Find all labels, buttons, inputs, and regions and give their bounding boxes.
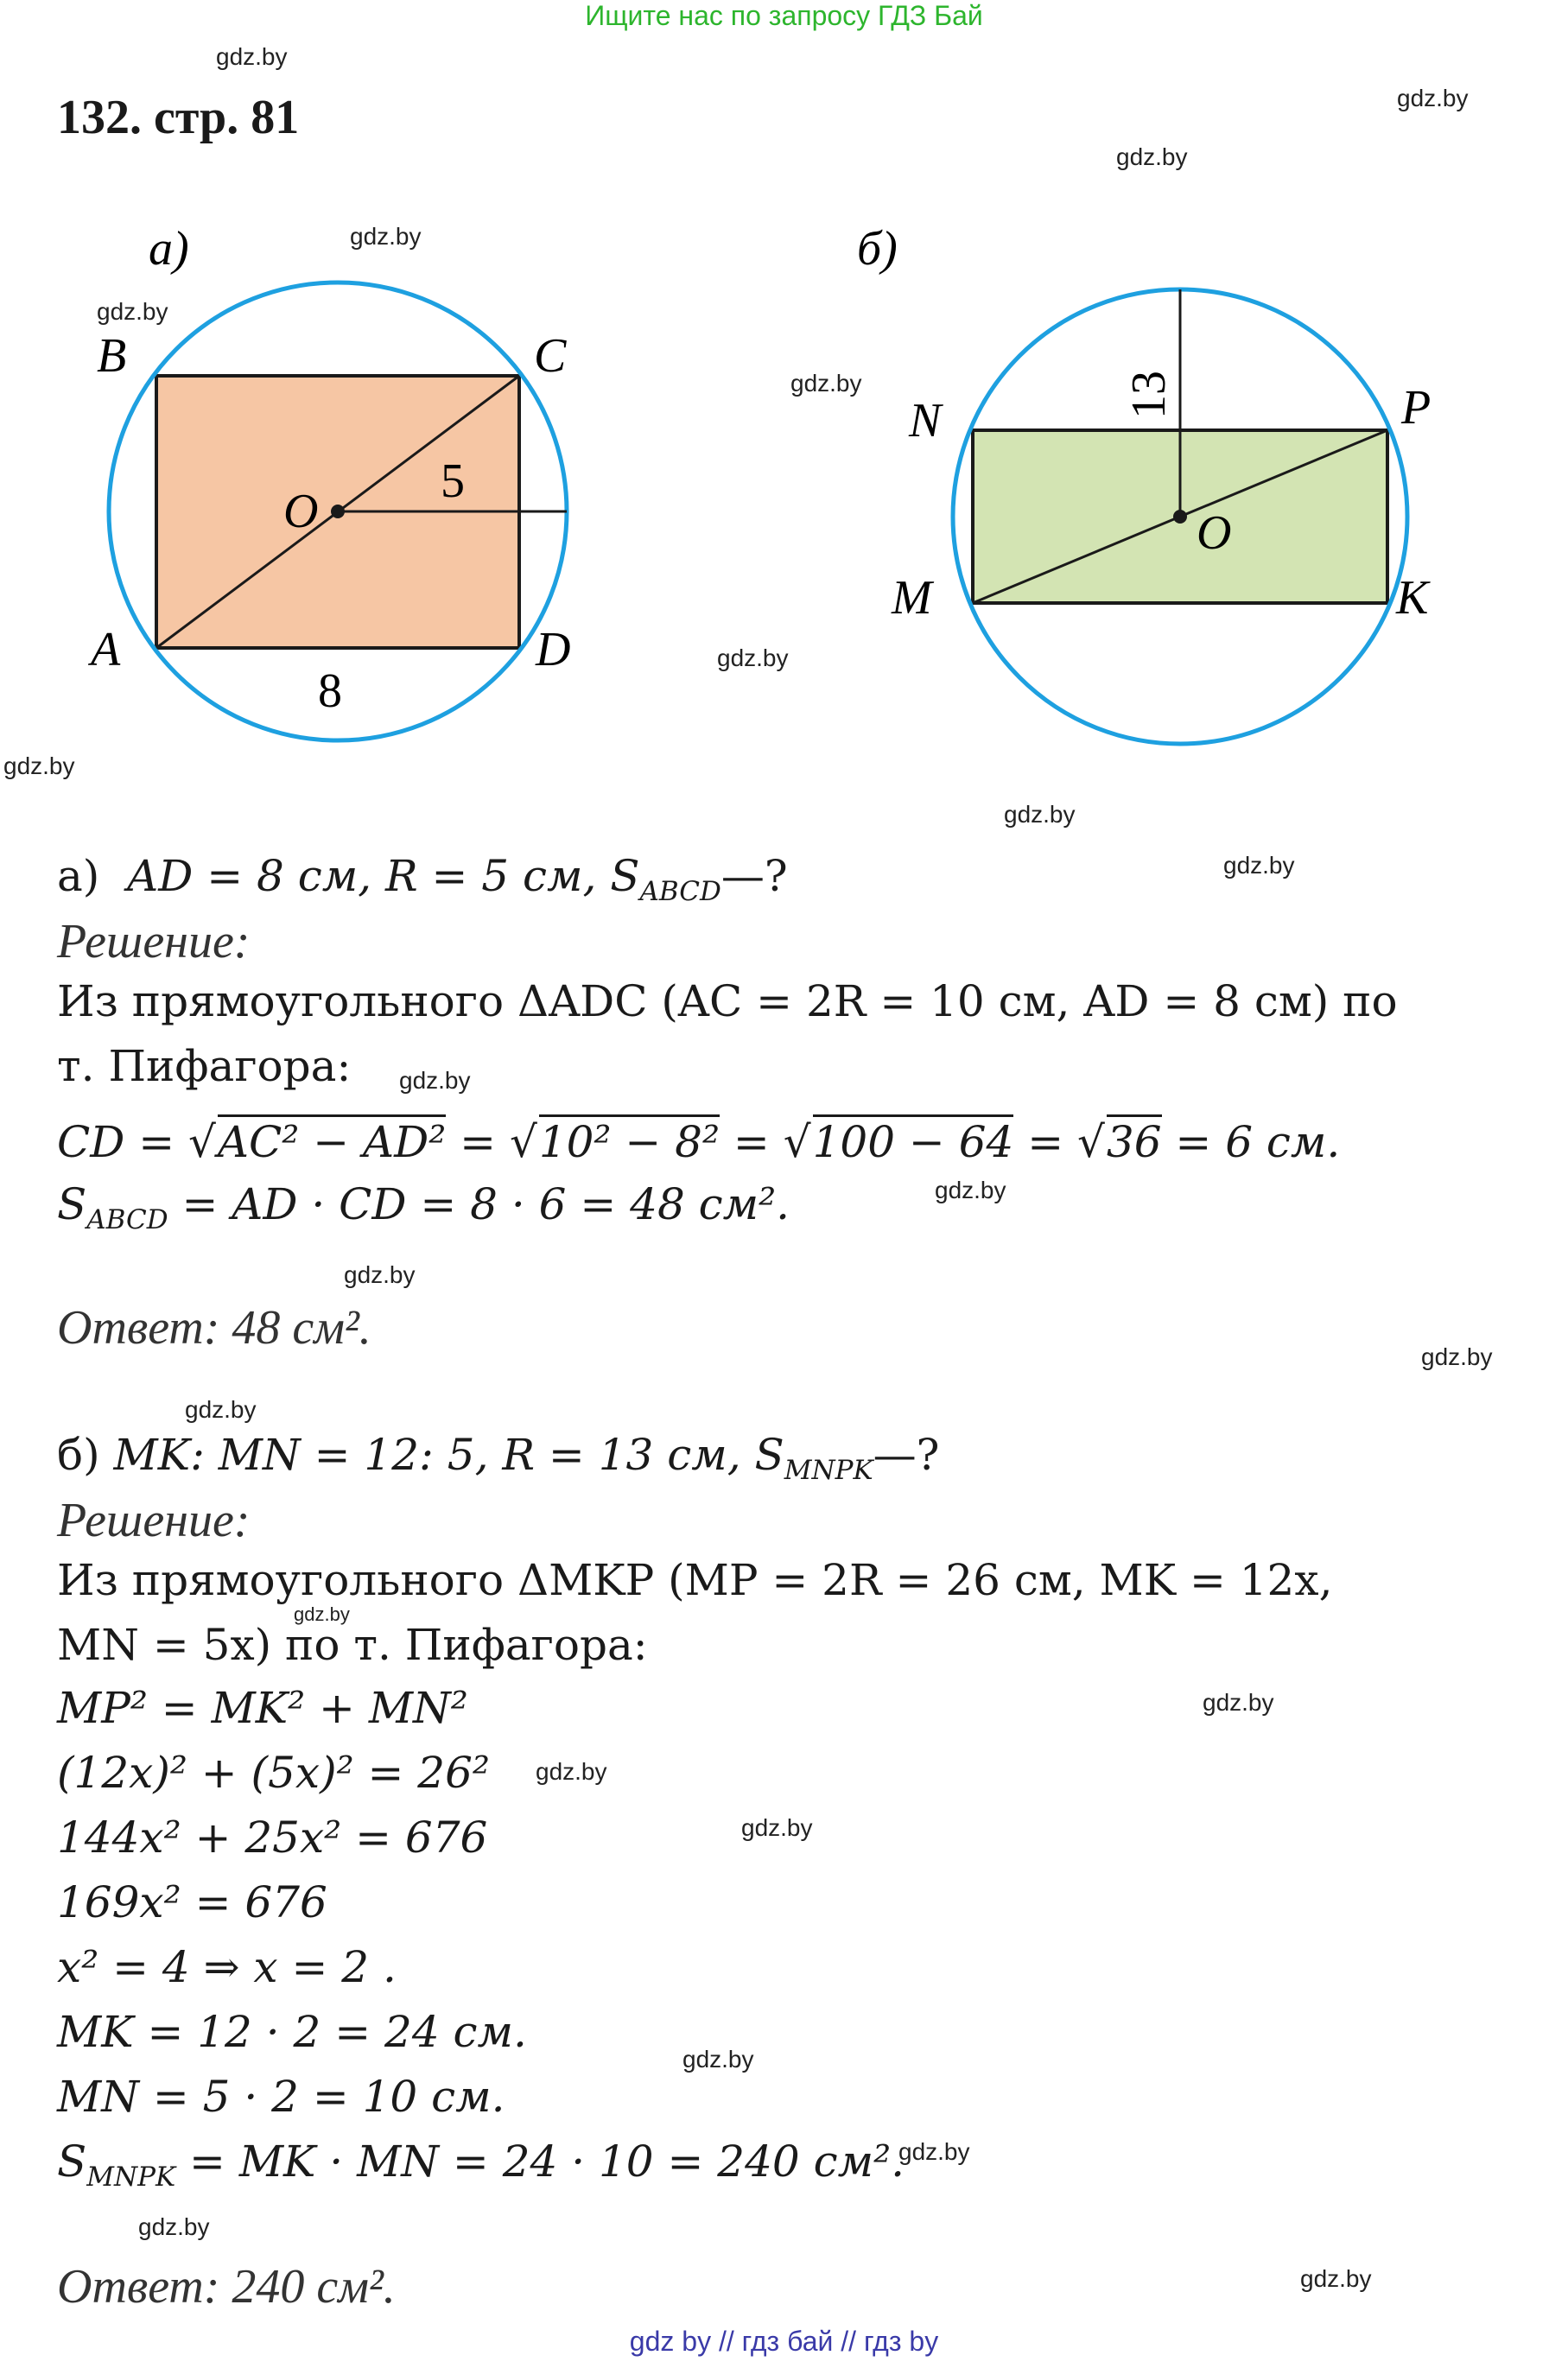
figure-b-label: б) bbox=[857, 222, 898, 276]
center-point bbox=[1173, 510, 1187, 524]
part-a-line1: Из прямоугольного ΔADC (AC = 2R = 10 см, AD = 8 см) по bbox=[57, 976, 1398, 1026]
watermark: gdz.by bbox=[682, 2046, 754, 2073]
figure-a bbox=[86, 207, 605, 760]
part-a-given-sub: ABCD bbox=[639, 876, 721, 907]
point-label-b: B bbox=[97, 329, 127, 383]
point-label-d: D bbox=[536, 623, 571, 676]
part-b-given-end: —? bbox=[873, 1430, 940, 1480]
area-sub: ABCD bbox=[86, 1204, 168, 1235]
watermark: gdz.by bbox=[1397, 85, 1469, 111]
radius-label: 5 bbox=[441, 454, 465, 508]
part-a-solution-label: Решение: bbox=[57, 915, 251, 968]
watermark: gdz.by bbox=[741, 1814, 813, 1841]
watermark: gdz.by bbox=[185, 1396, 257, 1423]
point-label-o: O bbox=[1197, 506, 1232, 560]
area-rest: = AD · CD = 8 · 6 = 48 см². bbox=[168, 1179, 790, 1229]
page-title: 132. стр. 81 bbox=[57, 91, 300, 144]
watermark: gdz.by bbox=[536, 1758, 607, 1785]
watermark: gdz.by bbox=[1203, 1689, 1274, 1716]
part-b-line1: Из прямоугольного ΔMKP (MP = 2R = 26 см, MK = 12x, bbox=[57, 1555, 1333, 1605]
part-b-eq2: (12x)² + (5x)² = 26² bbox=[57, 1748, 490, 1798]
point-label-o: O bbox=[283, 485, 319, 538]
watermark: gdz.by bbox=[790, 370, 862, 397]
part-a-prefix: а) bbox=[57, 851, 100, 901]
watermark: gdz.by bbox=[935, 1177, 1006, 1203]
watermark: gdz.by bbox=[216, 43, 288, 70]
area-symbol: S bbox=[57, 2136, 87, 2187]
watermark: gdz.by bbox=[1004, 801, 1076, 828]
cd-start: CD = bbox=[57, 1117, 189, 1167]
top-banner: Ищите нас по запросу ГДЗ Бай bbox=[585, 0, 983, 31]
area-symbol: S bbox=[57, 1179, 87, 1229]
point-label-c: C bbox=[534, 329, 567, 383]
sqrt-term: 10² − 8² bbox=[539, 1114, 720, 1166]
footer-links[interactable]: gdz by // гдз бай // гдз by bbox=[629, 2326, 939, 2357]
part-a-answer: Ответ: 48 см². bbox=[57, 1301, 371, 1355]
watermark: gdz.by bbox=[294, 1603, 350, 1625]
cd-end: = 6 см. bbox=[1161, 1117, 1341, 1167]
radius-label: 13 bbox=[1122, 371, 1176, 419]
point-label-a: A bbox=[91, 623, 121, 676]
part-b-eq7: MN = 5 · 2 = 10 см. bbox=[57, 2072, 505, 2122]
sqrt-term: 100 − 64 bbox=[813, 1114, 1014, 1166]
equals: = bbox=[446, 1117, 510, 1167]
part-b-answer: Ответ: 240 см². bbox=[57, 2260, 396, 2314]
part-b-eq4: 169x² = 676 bbox=[57, 1877, 327, 1927]
area-sub: MNPK bbox=[86, 2162, 176, 2193]
center-point bbox=[331, 505, 345, 518]
figure-b bbox=[847, 207, 1469, 769]
part-b-given bbox=[57, 1430, 939, 1486]
part-a-given-text: AD = 8 см, R = 5 см, S bbox=[127, 851, 640, 901]
part-b-eq3: 144x² + 25x² = 676 bbox=[57, 1813, 488, 1863]
part-a-cd-formula: CD = √AC² − AD² = √10² − 8² = √100 − 64 = √36 = 6 см. bbox=[57, 1114, 1340, 1167]
point-label-m: M bbox=[892, 571, 932, 625]
equals: = bbox=[720, 1117, 784, 1167]
part-b-solution-label: Решение: bbox=[57, 1494, 251, 1547]
part-b-prefix: б) bbox=[57, 1430, 100, 1480]
part-a-given bbox=[57, 851, 788, 907]
side-label: 8 bbox=[318, 664, 342, 718]
watermark: gdz.by bbox=[1223, 852, 1295, 879]
watermark: gdz.by bbox=[399, 1067, 471, 1094]
watermark: gdz.by bbox=[3, 752, 75, 779]
part-b-line2: MN = 5x) по т. Пифагора: bbox=[57, 1620, 648, 1670]
part-b-area bbox=[57, 2136, 905, 2193]
part-b-given-sub: MNPK bbox=[784, 1455, 873, 1486]
part-a-area bbox=[57, 1179, 790, 1235]
watermark: gdz.by bbox=[1300, 2265, 1372, 2292]
sqrt-term: AC² − AD² bbox=[218, 1114, 446, 1166]
watermark: gdz.by bbox=[717, 644, 789, 671]
watermark: gdz.by bbox=[97, 298, 168, 325]
part-a-given-end: —? bbox=[721, 851, 788, 901]
part-b-given-text: MK: MN = 12: 5, R = 13 см, S bbox=[113, 1430, 784, 1480]
watermark: gdz.by bbox=[1421, 1343, 1493, 1370]
point-label-p: P bbox=[1401, 381, 1432, 435]
figure-a-label: а) bbox=[149, 222, 189, 276]
equals: = bbox=[1013, 1117, 1078, 1167]
part-b-eq5: x² = 4 ⇒ x = 2 . bbox=[57, 1942, 397, 1992]
part-b-eq1: MP² = MK² + MN² bbox=[57, 1683, 468, 1733]
part-b-eq6: MK = 12 · 2 = 24 см. bbox=[57, 2007, 527, 2057]
point-label-k: K bbox=[1396, 571, 1429, 625]
area-rest: = MK · MN = 24 · 10 = 240 см². bbox=[175, 2136, 905, 2187]
point-label-n: N bbox=[909, 394, 942, 448]
part-a-line2: т. Пифагора: bbox=[57, 1041, 352, 1091]
watermark: gdz.by bbox=[138, 2213, 210, 2240]
watermark: gdz.by bbox=[350, 223, 422, 250]
watermark: gdz.by bbox=[1116, 143, 1188, 170]
sqrt-term: 36 bbox=[1107, 1114, 1162, 1166]
watermark: gdz.by bbox=[898, 2138, 970, 2165]
watermark: gdz.by bbox=[344, 1261, 416, 1288]
